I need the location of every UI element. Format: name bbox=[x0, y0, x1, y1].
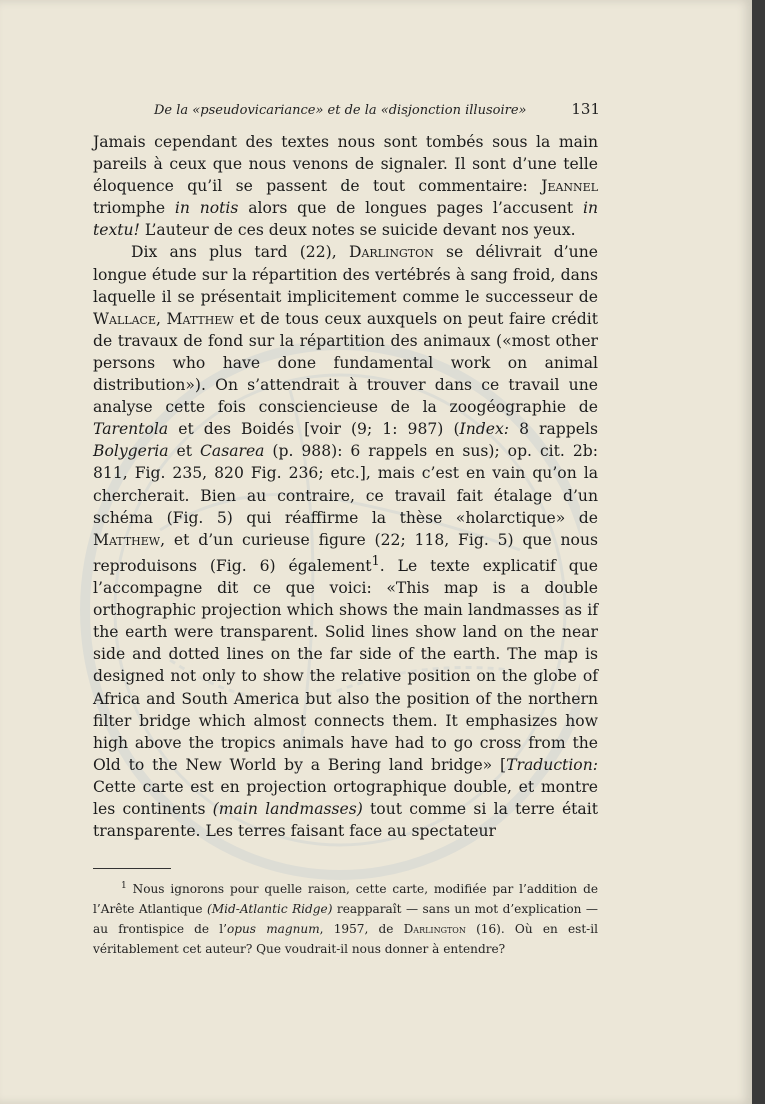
italic-text: in notis bbox=[174, 199, 239, 218]
text-run: , et d’un curieuse figure (22; 118, Fig. 5) que nous reproduisons (Fig. 6) également bbox=[93, 530, 598, 575]
footnote-ref: 1 bbox=[371, 553, 380, 569]
text-run: tout comme si la terre était transparente. Les terres faisant face au spectateur bbox=[93, 800, 598, 841]
italic-text: (Mid-Atlantic Ridge) bbox=[207, 902, 333, 917]
page-number: 131 bbox=[571, 100, 600, 118]
text-run: Jamais cependant des textes nous sont tombés sous la main pareils à ceux que nous venons de signaler. Il sont d’une telle éloquence qu’il se passent de tout commentaire: bbox=[93, 133, 598, 196]
footnote bbox=[93, 876, 598, 959]
text-run: reapparaît — sans un mot d’explication — au frontispice de l’ bbox=[93, 902, 598, 937]
author-name: Matthew bbox=[93, 530, 161, 549]
author-name: Jeannel bbox=[541, 177, 598, 196]
scan-edge bbox=[752, 0, 765, 1104]
text-run: Cette carte est en projection ortographique double, et montre les continents bbox=[93, 777, 598, 818]
paragraph bbox=[93, 241, 598, 842]
italic-text: Tarentola bbox=[93, 420, 169, 439]
italic-text: Traduction: bbox=[506, 755, 598, 774]
text-run: se délivrait d’une longue étude sur la répartition des vertébrés à sang froid, dans laquelle il se présentait implicitement comme le successeur de bbox=[93, 243, 598, 306]
text-run: triomphe bbox=[93, 199, 175, 218]
text-run: 8 rappels bbox=[509, 420, 598, 439]
italic-text: opus magnum bbox=[226, 922, 320, 937]
author-name: Wallace bbox=[93, 309, 156, 328]
text-run: alors que de longues pages l’accusent bbox=[238, 199, 583, 218]
text-run: Nous ignorons pour quelle raison, cette carte, modifiée par l’addition de l’Arête Atlantique bbox=[93, 882, 598, 917]
text-run: , 1957, de bbox=[319, 922, 404, 937]
italic-text: Bolygeria bbox=[93, 442, 169, 461]
italic-text: Casarea bbox=[199, 442, 265, 461]
footnote-rule bbox=[93, 868, 171, 869]
text-run: (p. 988): 6 rappels en sus); op. cit. 2b: 811, Fig. 235, 820 Fig. 236; etc.], mais c’est en vain qu’on la chercherait. Bien au contraire, ce travail fait étalage d’un schéma (Fig. 5) qui réaffirme la thèse «holarctique» de bbox=[93, 442, 598, 527]
author-name: Darlington bbox=[348, 243, 434, 262]
text-run: L’auteur de ces deux notes se suicide devant nos yeux. bbox=[139, 221, 576, 240]
page-header bbox=[92, 100, 600, 124]
running-head: De la «pseudovicariance» et de la «disjonction illusoire» bbox=[154, 103, 527, 118]
text-run: et de tous ceux auxquels on peut faire crédit de travaux de fond sur la répartition des animaux («most other persons who have done fundamental work on animal distribution»). On s’attendrait à trouver dans ce travail une analyse cette fois consciencieuse de la zoogéographie de bbox=[93, 309, 598, 417]
text-run: et des Boidés [voir (9; 1: 987) ( bbox=[168, 420, 460, 439]
italic-text: in textu! bbox=[93, 199, 599, 240]
text-run: , bbox=[155, 309, 167, 328]
text-run: Dix ans plus tard (22), bbox=[131, 243, 349, 262]
paragraph bbox=[93, 131, 598, 241]
text-run: . Le texte explicatif que l’accompagne dit ce que voici: «This map is a double orthographic projection which shows the main landmasses as if the earth were transparent. Solid lines show land on the near side and dotted lines on the far side of the earth. The map is designed not only to show the relative position on the globe of Africa and South America but also the position of the northern filter bridge which almost connects them. It emphasizes how high above the tropics animals have had to go cross from the Old to the New World by a Bering land bridge» [ bbox=[93, 556, 598, 774]
italic-text: (main landmasses) bbox=[212, 800, 363, 818]
author-name: Matthew bbox=[166, 309, 234, 328]
text-run: et bbox=[168, 442, 200, 461]
footnote-ref: 1 bbox=[121, 881, 127, 891]
body-text bbox=[93, 131, 598, 842]
author-name: Darlington bbox=[403, 922, 466, 937]
italic-text: Index: bbox=[459, 420, 509, 439]
text-run: (16). Où en est-il véritablement cet auteur? Que voudrait-il nous donner à entendre? bbox=[93, 922, 598, 957]
